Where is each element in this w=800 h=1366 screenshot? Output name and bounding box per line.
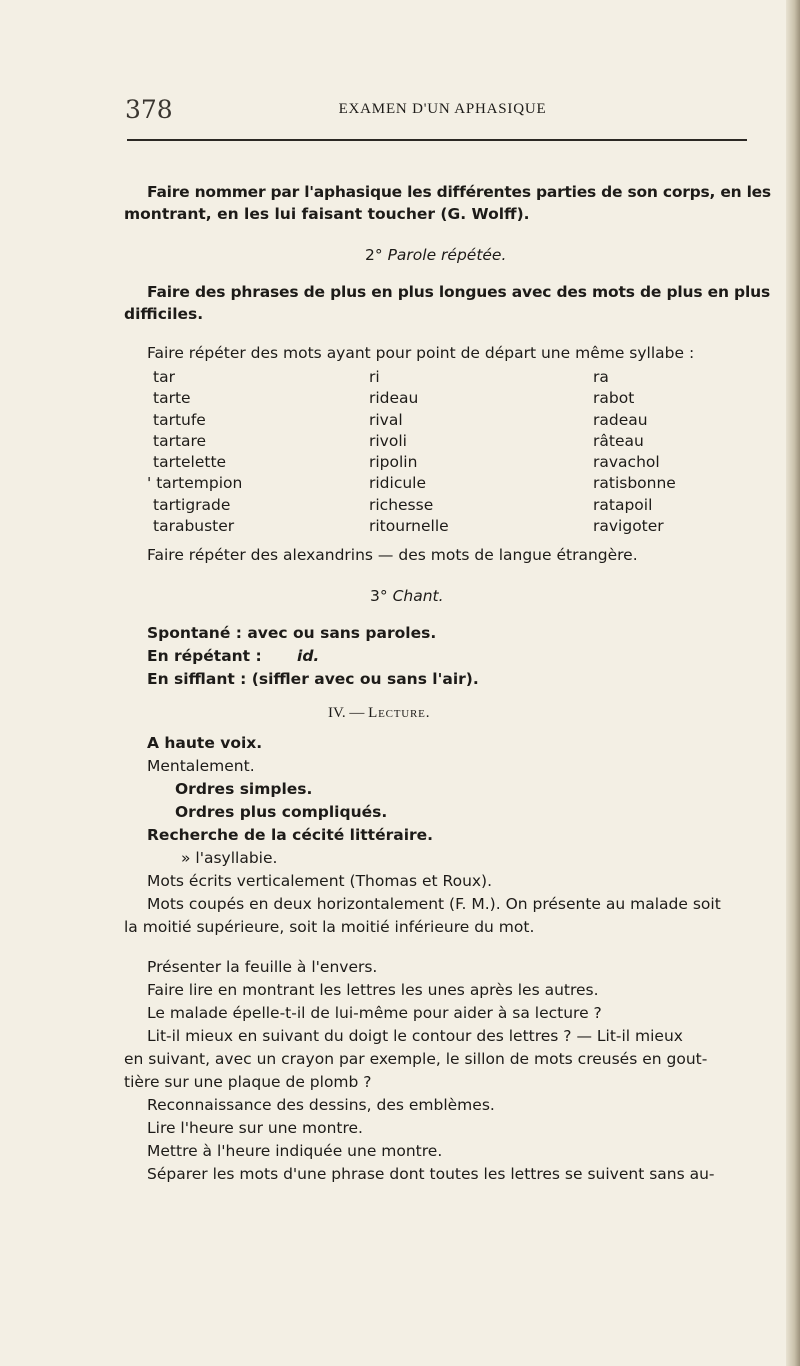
lecture-line: Ordres plus compliqués. (175, 803, 388, 821)
word: ratisbonne (593, 474, 676, 493)
word: ripolin (369, 453, 418, 472)
word: tartufe (153, 410, 206, 429)
lecture-line: Mettre à l'heure indiquée une montre. (147, 1142, 443, 1160)
word: tar (153, 368, 175, 386)
page-number: 378 (125, 95, 173, 124)
running-head: EXAMEN D'UN APHASIQUE (338, 101, 547, 117)
word: rideau (369, 389, 419, 408)
page-edge (786, 0, 800, 1366)
word: ravigoter (593, 517, 664, 536)
page-header (125, 97, 765, 127)
word: rabot (593, 389, 635, 408)
word-column-ri (369, 367, 449, 537)
para4: Faire répéter des alexandrins — des mots de langue étrangère. (147, 546, 638, 564)
lecture-line: Mentalement. (147, 757, 255, 775)
lecture-line: Reconnaissance des dessins, des emblèmes. (147, 1096, 495, 1114)
word: rivoli (369, 431, 407, 450)
para2-line1: Faire des phrases de plus en plus longues avec des mots de plus en plus (147, 283, 771, 301)
word: rival (369, 410, 403, 429)
word: tartare (153, 431, 207, 450)
chant-line-2: En répétant : (147, 647, 262, 665)
word: tarte (153, 389, 191, 408)
section2-heading (365, 246, 506, 264)
lecture-line: Lit-il mieux en suivant du doigt le contour des lettres ? — Lit-il mieux (147, 1027, 683, 1045)
chant-line-3: En sifflant : (siffler avec ou sans l'air). (147, 670, 479, 688)
lecture-line: Présenter la feuille à l'envers. (147, 958, 378, 976)
lecture-line: A haute voix. (147, 734, 263, 752)
word: tartigrade (153, 495, 231, 514)
word: ritournelle (369, 517, 449, 536)
section4-heading (328, 705, 430, 722)
lecture-line: tière sur une plaque de plomb ? (124, 1073, 372, 1091)
chant-line-1: Spontané : avec ou sans paroles. (147, 624, 437, 642)
section2-number: 2° (365, 246, 383, 264)
section4-number: IV. — (328, 705, 365, 721)
word: ' tartempion (147, 474, 243, 493)
section3-title: Chant. (392, 587, 444, 605)
lecture-line: Le malade épelle-t-il de lui-même pour aider à sa lecture ? (147, 1004, 602, 1022)
section3-heading (370, 587, 444, 605)
lecture-line: Mots écrits verticalement (Thomas et Roux). (147, 872, 493, 890)
lecture-line: la moitié supérieure, soit la moitié inférieure du mot. (124, 918, 535, 936)
lecture-line: Séparer les mots d'une phrase dont toutes les lettres se suivent sans au- (147, 1165, 715, 1183)
section3-number: 3° (370, 587, 388, 605)
section4-title: Lecture. (368, 705, 431, 721)
word: radeau (593, 410, 648, 429)
word: ridicule (369, 474, 427, 493)
lecture-line: Mots coupés en deux horizontalement (F. M.). On présente au malade soit (147, 895, 721, 913)
word: ri (369, 368, 380, 386)
word-column-tar (147, 367, 243, 537)
lecture-line: » l'asyllabie. (181, 849, 278, 867)
lecture-line: Faire lire en montrant les lettres les unes après les autres. (147, 981, 599, 999)
para1-line1: Faire nommer par l'aphasique les différentes parties de son corps, en les (147, 183, 771, 201)
lecture-line: en suivant, avec un crayon par exemple, le sillon de mots creusés en gout- (124, 1050, 708, 1068)
word: ravachol (593, 453, 660, 472)
header-rule (127, 139, 747, 141)
word: ratapoil (593, 495, 653, 514)
para1-line2: montrant, en les lui faisant toucher (G. Wolff). (124, 205, 530, 223)
section2-title: Parole répétée. (387, 246, 507, 264)
word: tarabuster (153, 517, 235, 536)
lecture-line: Ordres simples. (175, 780, 313, 798)
para3-intro: Faire répéter des mots ayant pour point de départ une même syllabe : (147, 344, 695, 362)
word-column-ra (593, 367, 676, 537)
lecture-line: Recherche de la cécité littéraire. (147, 826, 434, 844)
word: richesse (369, 495, 434, 514)
word: râteau (593, 431, 644, 450)
para2-line2: difficiles. (124, 305, 204, 323)
word: tartelette (153, 453, 227, 472)
chant-id: id. (297, 647, 320, 665)
word: ra (593, 368, 609, 386)
lecture-line: Lire l'heure sur une montre. (147, 1119, 363, 1137)
